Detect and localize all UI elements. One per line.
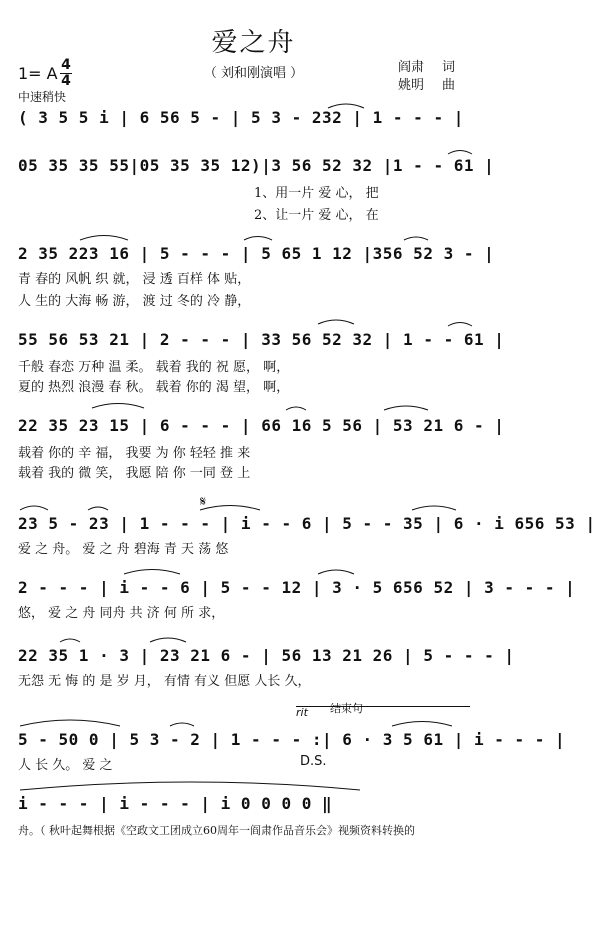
slur (244, 237, 272, 241)
slur (60, 639, 80, 642)
notation-line: 2 35 223 16 | 5 - - - | 5 65 1 12 |356 52 3 - | (18, 244, 495, 263)
key-signature: 1= A (18, 64, 58, 83)
slur (80, 236, 128, 241)
ending-label: 结束句 (330, 702, 363, 715)
slur (448, 323, 472, 327)
slur (124, 570, 180, 575)
slur (200, 506, 260, 511)
notation-line: 05 35 35 55|05 35 35 12)|3 56 52 32 |1 - - 61 | (18, 156, 495, 175)
lyricist-role: 词 (442, 60, 456, 75)
footnote: 舟。（ 秋叶起舞根据《空政文工团成立60周年一阎肃作品音乐会》视频资料转换的 (18, 824, 415, 837)
slur (88, 507, 108, 510)
notation-line: 55 56 53 21 | 2 - - - | 33 56 52 32 | 1 - - 61 | (18, 330, 505, 349)
slur (92, 404, 144, 409)
notation-line: 22 35 23 15 | 6 - - - | 66 16 5 56 | 53 21 6 - | (18, 416, 505, 435)
lyric-line: 悠， 爱 之 舟 同舟 共 济 何 所 求， (18, 606, 225, 621)
lyric-verse-1: 青 春的 风帆 织 就， 浸 透 百样 体 贴， (18, 272, 251, 287)
notation-line: 2 - - - | i - - 6 | 5 - - 12 | 3 · 5 656 52 | 3 - - - | (18, 578, 576, 597)
slur (392, 722, 452, 727)
slur (318, 570, 354, 574)
composer-name: 姚明 (398, 78, 425, 93)
slur (448, 151, 472, 155)
lyric-line: 爱 之 舟。 爱 之 舟 碧海 青 天 荡 悠 (18, 542, 229, 557)
tempo-marking: 中速稍快 (18, 90, 67, 104)
slur (318, 320, 354, 324)
slur (328, 104, 364, 108)
performer-subtitle: （ 刘和刚演唱 ） (203, 66, 304, 81)
composer-role: 曲 (442, 78, 456, 93)
slur (384, 406, 428, 410)
time-signature-bottom: 4 (61, 73, 71, 89)
notation-line: 22 35 1 · 3 | 23 21 6 - | 56 13 21 26 | 5 - - - | (18, 646, 515, 665)
lyricist-name: 阎肃 (398, 60, 425, 75)
lyric-verse-2: 人 生的 大海 畅 游， 渡 过 冬的 冷 静， (18, 294, 251, 309)
dal-segno-mark: D.S. (300, 754, 327, 769)
ritardando-mark: rit (296, 706, 308, 719)
lyric-verse-1: 载着 你的 辛 福， 我要 为 你 轻轻 推 来 (18, 446, 251, 461)
slur (20, 720, 120, 726)
slur (20, 782, 360, 790)
lyric-verse-1: 千般 春恋 万种 温 柔。 载着 我的 祝 愿， 啊， (18, 360, 290, 375)
lyric-line: 人 长 久。 爱 之 (18, 758, 113, 773)
slur (286, 407, 306, 410)
lyric-verse-2: 载着 我的 微 笑， 我愿 陪 你 一同 登 上 (18, 466, 251, 481)
time-signature-top: 4 (61, 57, 71, 73)
lyric-verse-1: 1、用一片 爱 心， 把 (254, 186, 379, 201)
notation-line: 23 5 - 23 | 1 - - - | i - - 6 | 5 - - 35 | 6 · i 656 53 | (18, 514, 596, 533)
slur (404, 237, 428, 240)
slur (150, 638, 186, 642)
notation-line: 5 - 50 0 | 5 3 - 2 | 1 - - - :| 6 · 3 5 61 | i - - - | (18, 730, 566, 749)
slur (170, 723, 194, 726)
lyric-line: 无怨 无 悔 的 是 岁 月， 有情 有义 但愿 人长 久， (18, 674, 311, 689)
lyric-verse-2: 2、让一片 爱 心， 在 (254, 208, 379, 223)
notation-line: i - - - | i - - - | i 0 0 0 0 ‖ (18, 794, 333, 813)
notation-line: ( 3 5 5 i | 6 56 5 - | 5 3 - 232 | 1 - - - | (18, 108, 464, 127)
page-title: 爱之舟 (211, 28, 296, 58)
lyric-verse-2: 夏的 热烈 浪漫 春 秋。 载着 你的 渴 望， 啊， (18, 380, 290, 395)
slur (412, 506, 456, 510)
segno-sign: 𝄋 (200, 494, 207, 510)
slur (20, 506, 48, 510)
